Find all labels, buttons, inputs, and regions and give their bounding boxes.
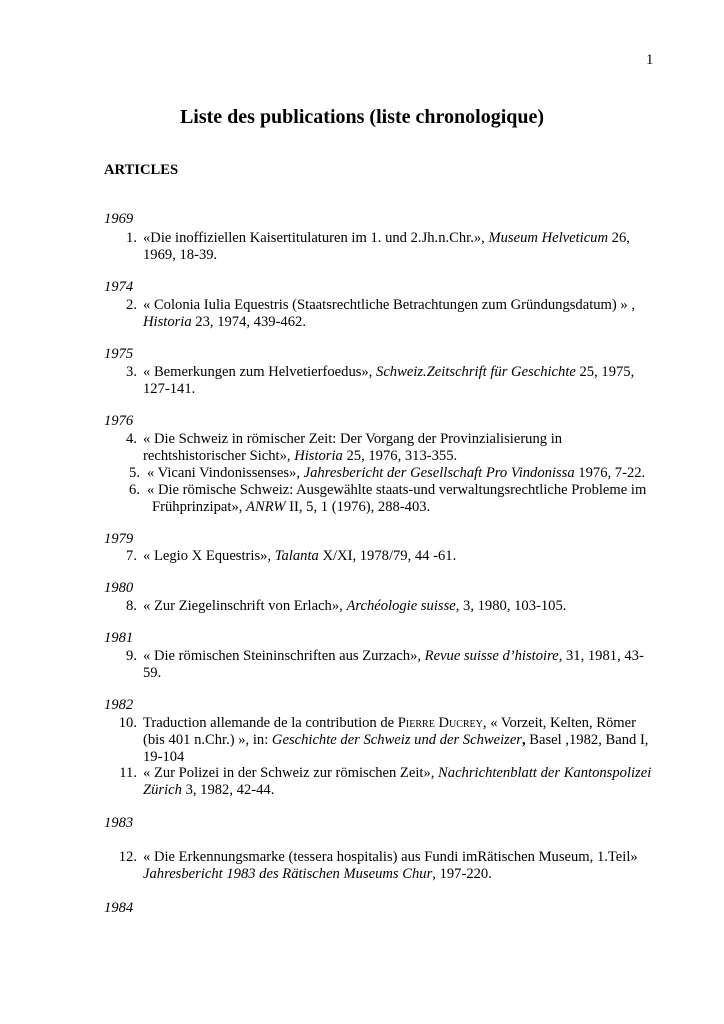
entry-line: « Zur Polizei in der Schweiz zur römischen Zeit», Nachrichtenblatt der Kantonspolizei bbox=[143, 765, 652, 781]
entry-line: 127-141. bbox=[143, 381, 196, 397]
entry-line: « Legio X Equestris», Talanta X/XI, 1978/79, 44 -61. bbox=[143, 548, 457, 564]
entry-text bbox=[147, 465, 667, 482]
entry-number: 7. bbox=[126, 548, 137, 564]
entry-text bbox=[143, 598, 663, 615]
entry-text bbox=[143, 297, 663, 331]
entry-line: 19-104 bbox=[143, 749, 185, 765]
entry-line: Zürich 3, 1982, 42-44. bbox=[143, 782, 275, 798]
entry-number: 3. bbox=[126, 364, 137, 380]
entry-number: 8. bbox=[126, 598, 137, 614]
section-heading: ARTICLES bbox=[104, 162, 179, 178]
entry-line: (bis 401 n.Chr.) », in: Geschichte der Schweiz und der Schweizer, Basel ,1982, Band I, bbox=[143, 732, 649, 748]
entry-line: « Die römischen Steininschriften aus Zurzach», Revue suisse d’histoire, 31, 1981, 43- bbox=[143, 648, 644, 664]
entry-line: « Vicani Vindonissenses», Jahresbericht der Gesellschaft Pro Vindonissa 1976, 7-22. bbox=[147, 465, 646, 481]
year-heading: 1981 bbox=[104, 630, 134, 646]
entry-number: 6. bbox=[129, 482, 140, 498]
entry-text bbox=[143, 765, 663, 799]
year-heading: 1984 bbox=[104, 900, 134, 916]
year-heading: 1979 bbox=[104, 531, 134, 547]
entry-number: 10. bbox=[118, 715, 137, 731]
entry-number: 5. bbox=[129, 465, 140, 481]
entry-text bbox=[147, 482, 667, 516]
entry-line: 1969, 18-39. bbox=[143, 247, 218, 263]
entry-number: 4. bbox=[126, 431, 137, 447]
entry-text bbox=[143, 364, 663, 398]
entry-line: Traduction allemande de la contribution de Pierre Ducrey, « Vorzeit, Kelten, Römer bbox=[143, 715, 636, 731]
entry-line: «Die inoffiziellen Kaisertitulaturen im 1. und 2.Jh.n.Chr.», Museum Helveticum 26, bbox=[143, 230, 630, 246]
entry-text bbox=[143, 548, 663, 565]
entry-number: 9. bbox=[126, 648, 137, 664]
year-heading: 1976 bbox=[104, 413, 134, 429]
entry-number: 2. bbox=[126, 297, 137, 313]
entry-line: Frühprinzipat», ANRW II, 5, 1 (1976), 288-403. bbox=[152, 499, 431, 515]
entry-line: rechtshistorischer Sicht», Historia 25, 1976, 313-355. bbox=[143, 448, 458, 464]
entry-text bbox=[143, 648, 663, 682]
entry-line: « Zur Ziegelinschrift von Erlach», Archéologie suisse, 3, 1980, 103-105. bbox=[143, 598, 567, 614]
year-heading: 1974 bbox=[104, 279, 134, 295]
year-heading: 1983 bbox=[104, 815, 134, 831]
entry-line: « Bemerkungen zum Helvetierfoedus», Schweiz.Zeitschrift für Geschichte 25, 1975, bbox=[143, 364, 635, 380]
entry-text bbox=[143, 431, 663, 465]
page-number: 1 bbox=[646, 52, 654, 68]
entry-line: « Die Erkennungsmarke (tessera hospitalis) aus Fundi imRätischen Museum, 1.Teil» bbox=[143, 849, 638, 865]
year-heading: 1982 bbox=[104, 697, 134, 713]
year-heading: 1980 bbox=[104, 580, 134, 596]
entry-line: « Colonia Iulia Equestris (Staatsrechtliche Betrachtungen zum Gründungsdatum) » , bbox=[143, 297, 636, 313]
entry-line: Historia 23, 1974, 439-462. bbox=[143, 314, 306, 330]
year-heading: 1975 bbox=[104, 346, 134, 362]
entry-text bbox=[143, 849, 663, 883]
page-title: Liste des publications (liste chronologique) bbox=[179, 106, 545, 128]
entry-number: 11. bbox=[119, 765, 137, 781]
entry-text bbox=[143, 715, 663, 766]
entry-line: « Die römische Schweiz: Ausgewählte staats-und verwaltungsrechtliche Probleme im bbox=[147, 482, 647, 498]
entry-text bbox=[143, 230, 663, 264]
entry-line: Jahresbericht 1983 des Rätischen Museums Chur, 197-220. bbox=[143, 866, 492, 882]
entry-number: 1. bbox=[126, 230, 137, 246]
entry-number: 12. bbox=[118, 849, 137, 865]
entry-line: 59. bbox=[143, 665, 162, 681]
year-heading: 1969 bbox=[104, 211, 134, 227]
entry-line: « Die Schweiz in römischer Zeit: Der Vorgang der Provinzialisierung in bbox=[143, 431, 563, 447]
